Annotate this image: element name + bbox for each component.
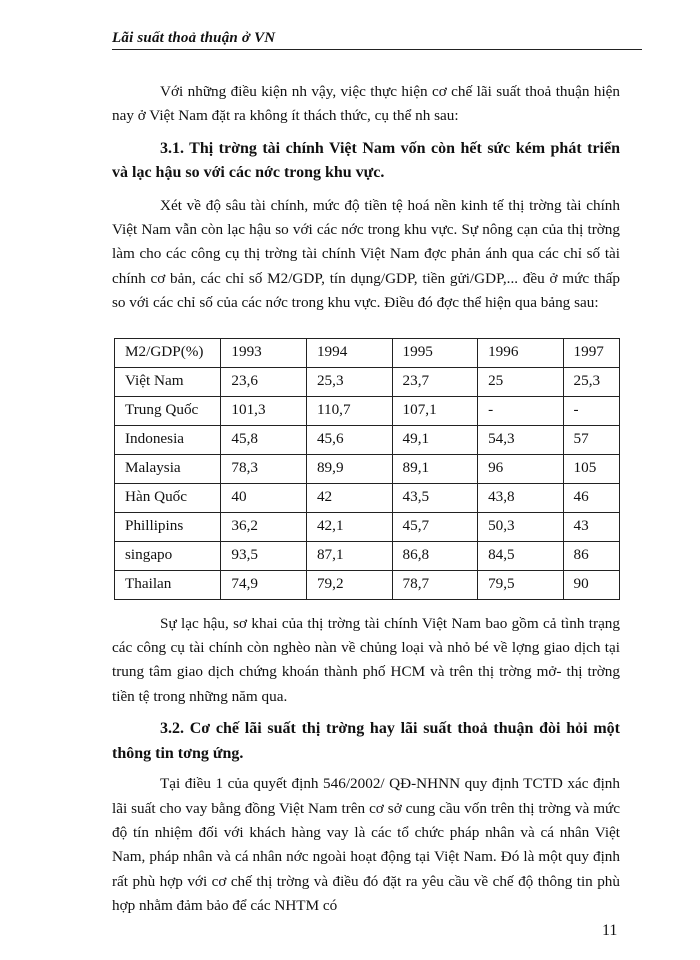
- value-cell: 23,7: [392, 367, 478, 396]
- value-cell: 101,3: [221, 396, 307, 425]
- table-header-row: [115, 338, 620, 367]
- value-cell: 1993: [221, 338, 307, 367]
- value-cell: 110,7: [306, 396, 392, 425]
- value-cell: 57: [563, 425, 620, 454]
- value-cell: 89,1: [392, 454, 478, 483]
- value-cell: 78,7: [392, 570, 478, 599]
- value-cell: -: [563, 396, 620, 425]
- row-label-cell: Indonesia: [115, 425, 221, 454]
- value-cell: 45,6: [306, 425, 392, 454]
- value-cell: 36,2: [221, 512, 307, 541]
- value-cell: 25: [478, 367, 563, 396]
- row-label-cell: Trung Quốc: [115, 396, 221, 425]
- value-cell: -: [478, 396, 563, 425]
- value-cell: 86,8: [392, 541, 478, 570]
- value-cell: 107,1: [392, 396, 478, 425]
- section-heading-3-1: 3.1. Thị trờng tài chính Việt Nam vốn còn hết sức kém phát triển và lạc hậu so với các nớc trong khu vực.: [112, 139, 620, 182]
- value-cell: 54,3: [478, 425, 563, 454]
- value-cell: 79,5: [478, 570, 563, 599]
- value-cell: 45,7: [392, 512, 478, 541]
- table-row: [115, 454, 620, 483]
- value-cell: 79,2: [306, 570, 392, 599]
- row-label-cell: Malaysia: [115, 454, 221, 483]
- value-cell: 90: [563, 570, 620, 599]
- value-cell: 45,8: [221, 425, 307, 454]
- value-cell: 84,5: [478, 541, 563, 570]
- value-cell: 43: [563, 512, 620, 541]
- table-row: [115, 570, 620, 599]
- section-heading-3-2: 3.2. Cơ chế lãi suất thị trờng hay lãi suất thoả thuận đòi hỏi một thông tin tơng ứng.: [112, 720, 620, 762]
- table-row: [115, 396, 620, 425]
- table-row: [115, 512, 620, 541]
- value-cell: 50,3: [478, 512, 563, 541]
- page-body: [112, 80, 620, 927]
- value-cell: 1997: [563, 338, 620, 367]
- row-label-cell: Phillipins: [115, 512, 221, 541]
- table-row: [115, 483, 620, 512]
- value-cell: 25,3: [563, 367, 620, 396]
- table-row: [115, 541, 620, 570]
- row-label-cell: Thailan: [115, 570, 221, 599]
- value-cell: 42,1: [306, 512, 392, 541]
- value-cell: 49,1: [392, 425, 478, 454]
- row-label-cell: M2/GDP(%): [115, 338, 221, 367]
- value-cell: 93,5: [221, 541, 307, 570]
- value-cell: 74,9: [221, 570, 307, 599]
- value-cell: 1994: [306, 338, 392, 367]
- value-cell: 105: [563, 454, 620, 483]
- underdevelopment-paragraph: Sự lạc hậu, sơ khai của thị trờng tài chính Việt Nam bao gồm cả tình trạng các công cụ tài chính còn nghèo nàn về chủng loại và nhỏ bé về lợng giao dịch tại trung tâm giao dịch chứng khoán thành phố HCM và trên thị trờng mở- thị trờng tiền tệ trong những năm qua.: [112, 614, 620, 705]
- running-header: Lãi suất thoả thuận ở VN: [112, 30, 642, 50]
- m2-gdp-table: [114, 338, 620, 600]
- value-cell: 1995: [392, 338, 478, 367]
- value-cell: 40: [221, 483, 307, 512]
- row-label-cell: Việt Nam: [115, 367, 221, 396]
- value-cell: 23,6: [221, 367, 307, 396]
- value-cell: 96: [478, 454, 563, 483]
- value-cell: 42: [306, 483, 392, 512]
- financial-depth-paragraph: Xét về độ sâu tài chính, mức độ tiền tệ hoá nền kinh tế thị trờng tài chính Việt Nam vẫn còn lạc hậu so với các nớc trong khu vực. Sự nông cạn của thị trờng làm cho các công cụ thị trờng tài chính Việt Nam đợc phản ánh qua các chỉ số tài chính cơ bản, các chỉ số M2/GDP, tín dụng/GDP, tiền gửi/GDP,... đều ở mức thấp so với các chỉ số của các nớc trong khu vực. Điều đó đợc thể hiện qua bảng sau:: [112, 196, 620, 312]
- value-cell: 89,9: [306, 454, 392, 483]
- value-cell: 78,3: [221, 454, 307, 483]
- value-cell: 86: [563, 541, 620, 570]
- value-cell: 43,8: [478, 483, 563, 512]
- value-cell: 43,5: [392, 483, 478, 512]
- row-label-cell: singapo: [115, 541, 221, 570]
- page-number: 11: [602, 922, 618, 939]
- value-cell: 25,3: [306, 367, 392, 396]
- value-cell: 1996: [478, 338, 563, 367]
- intro-paragraph: Với những điều kiện nh vậy, việc thực hiện cơ chế lãi suất thoả thuận hiện nay ở Việt Nam đặt ra không ít thách thức, cụ thể nh sau:: [112, 83, 620, 125]
- row-label-cell: Hàn Quốc: [115, 483, 221, 512]
- decision-546-paragraph: Tại điều 1 của quyết định 546/2002/ QĐ-NHNN quy định TCTD xác định lãi suất cho vay bằng đồng Việt Nam trên cơ sở cung cầu vốn trên thị trờng và mức độ tín nhiệm đối với khách hàng vay là các tổ chức pháp nhân và cá nhân Việt Nam, pháp nhân và cá nhân nớc ngoài hoạt động tại Việt Nam. Đó là một quy định rất phù hợp với cơ chế thị trờng và điều đó đặt ra yêu cầu về chế độ thông tin phù hợp nhằm đảm bảo để các NHTM có: [112, 775, 620, 915]
- table-row: [115, 367, 620, 396]
- value-cell: 87,1: [306, 541, 392, 570]
- table-row: [115, 425, 620, 454]
- value-cell: 46: [563, 483, 620, 512]
